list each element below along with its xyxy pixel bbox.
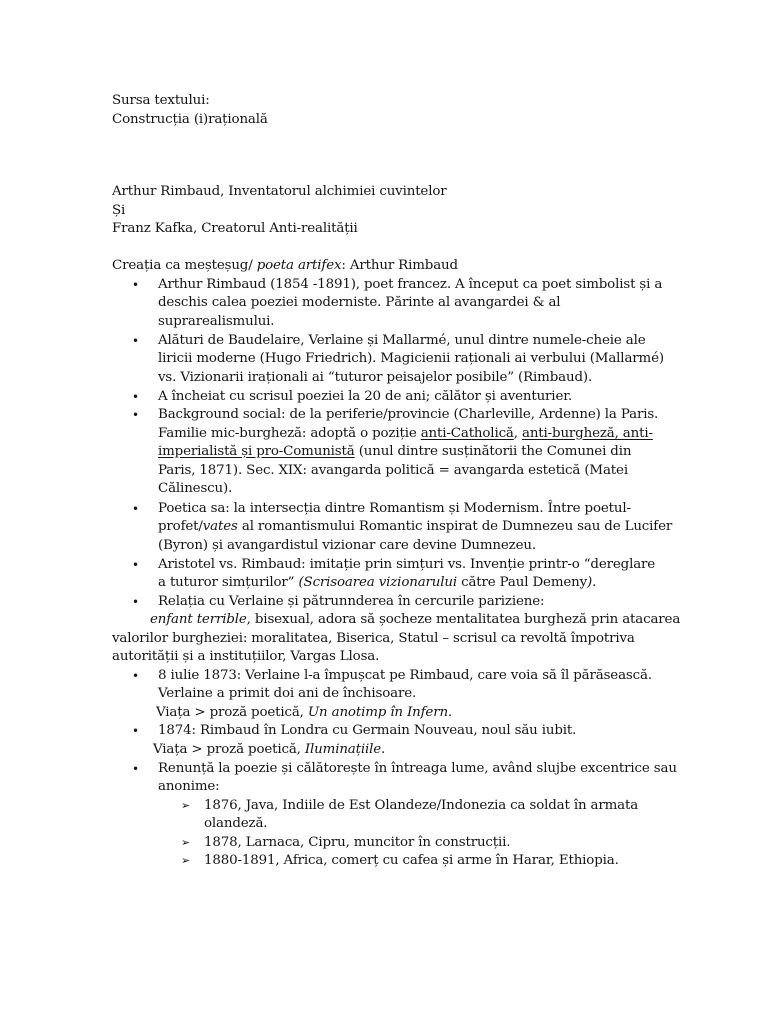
bullet-10-line-1: Renunță la poezie și călătorește în întreaga lume, având slujbe excentrice sau: [158, 761, 677, 776]
bullet-6-text-b: către Paul Demeny: [457, 575, 588, 590]
bullet-8-marker: •: [132, 669, 140, 683]
subitem-3-line-1: 1880-1891, Africa, comerț cu cafea și arme în Harar, Ethiopia.: [204, 853, 619, 868]
bullet-1-marker: •: [132, 278, 140, 292]
bullet-7-line-1: Relația cu Verlaine și pătrunnderea în cercurile pariziene:: [158, 594, 545, 609]
bullet-1-line-2: deschis calea poeziei moderniste. Părinte al avangardei & al: [158, 295, 561, 310]
bullet-5-line-1: Poetica sa: la intersecția dintre Romantism și Modernism. Între poetul-: [158, 501, 631, 516]
bullet-6-text-a: a tuturor simțurilor”: [158, 575, 299, 590]
bullet-4-line-1: Background social: de la periferie/provincie (Charleville, Ardenne) la Paris.: [158, 407, 659, 422]
bullet-7-marker: •: [132, 595, 140, 609]
title-rimbaud: Arthur Rimbaud, Inventatorul alchimiei cuvintelor: [112, 184, 447, 199]
pro-communist-term: imperialistă și pro-Comunistă: [158, 444, 355, 459]
anti-catholic-term: anti-Catholică: [420, 426, 514, 441]
section-prefix: Creația ca meșteșug/: [112, 258, 257, 273]
bullet-5-marker: •: [132, 502, 140, 516]
bullet-5-text-a: profet/: [158, 519, 203, 534]
bullet-2-line-1: Alături de Baudelaire, Verlaine și Mallarmé, unul dintre numele-cheie ale: [158, 333, 646, 348]
bullet-4-line-5: Călinescu).: [158, 481, 233, 496]
season-in-hell-title: Un anotimp în Infern: [307, 705, 448, 720]
bullet-7-line-4: autorității și a instituțiilor, Vargas Llosa.: [112, 649, 380, 664]
bullet-4-marker: •: [132, 408, 140, 422]
bullet-1-line-1: Arthur Rimbaud (1854 -1891), poet francez. A început ca poet simbolist și a: [158, 277, 663, 292]
arrow-bullet-icon: ➢: [181, 799, 191, 812]
bullet-4-text-b: (unul dintre susținătorii the Comunei din: [354, 444, 632, 459]
enfant-terrible-term: enfant terrible: [150, 612, 247, 627]
title-conjunction: Și: [112, 203, 126, 218]
bullet-2-line-3: vs. Vizionarii iraționali ai “tuturor peisajelor posibile” (Rimbaud).: [158, 370, 593, 385]
bullet-6-marker: •: [132, 558, 140, 572]
bullet-7-line-2: [150, 611, 680, 630]
illuminations-title: Iluminațiile: [304, 742, 382, 757]
bullet-1-line-3: suprarealismului.: [158, 314, 275, 329]
section-italic: poeta artifex: [256, 258, 342, 273]
bullet-4-text-a: Familie mic-burgheză: adoptă o poziție: [158, 426, 421, 441]
source-label: Sursa textului:: [112, 93, 210, 108]
bullet-10-marker: •: [132, 762, 140, 776]
source-value: Construcția (i)rațională: [112, 112, 268, 127]
bullet-9-line-2: [153, 741, 385, 760]
bullet-5-line-3: (Byron) și avangardistul vizionar care devine Dumnezeu.: [158, 538, 536, 553]
bullet-10-line-2: anonime:: [158, 779, 220, 794]
bullet-7-text-b: , bisexual, adora să șocheze mentalitatea burgheză prin atacarea: [246, 612, 681, 627]
bullet-3-line-1: A încheiat cu scrisul poeziei la 20 de ani; călător și aventurier.: [158, 389, 573, 404]
subitem-1-line-1: 1876, Java, Indiile de Est Olandeze/Indonezia ca soldat în armata: [204, 798, 639, 813]
bullet-3-marker: •: [132, 390, 140, 404]
bullet-4-comma: ,: [513, 426, 522, 441]
bullet-4-line-2: [158, 425, 653, 444]
bullet-7-line-3: valorilor burgheziei: moralitatea, Biserica, Statul – scrisul ca revoltă împotriva: [112, 631, 635, 646]
bullet-6-line-1: Aristotel vs. Rimbaud: imitație prin simțuri vs. Invenție printr-o “dereglare: [158, 557, 656, 572]
bullet-8-line-3: [156, 704, 452, 723]
bullet-8-period: .: [447, 705, 453, 720]
vates-term: vates: [202, 519, 238, 534]
bullet-9-line-1: 1874: Rimbaud în Londra cu Germain Nouveau, noul său iubit.: [158, 723, 577, 738]
bullet-5-text-b: al romantismului Romantic inspirat de Dumnezeu sau de Lucifer: [237, 519, 673, 534]
bullet-4-line-4: Paris, 1871). Sec. XIX: avangarda politică = avangarda estetică (Matei: [158, 463, 628, 478]
title-kafka: Franz Kafka, Creatorul Anti-realității: [112, 221, 358, 236]
bullet-2-line-2: liricii moderne (Hugo Friedrich). Magicienii raționali ai verbului (Mallarmé): [158, 351, 664, 366]
bullet-9-marker: •: [132, 724, 140, 738]
bullet-2-marker: •: [132, 334, 140, 348]
bullet-8-line-2: Verlaine a primit doi ani de închisoare.: [158, 686, 417, 701]
bullet-6-paren: ): [587, 575, 593, 590]
arrow-bullet-icon: ➢: [181, 854, 191, 867]
bullet-8-text-a: Viața > proză poetică,: [156, 705, 308, 720]
section-suffix: : Arthur Rimbaud: [341, 258, 458, 273]
letter-title: (Scrisoarea vizionarului: [298, 575, 458, 590]
anti-bourgeois-term: anti-burgheză, anti-: [521, 426, 653, 441]
bullet-4-line-3: [158, 443, 631, 462]
bullet-5-line-2: [158, 518, 672, 537]
subitem-1-line-2: olandeză.: [204, 816, 268, 831]
bullet-8-line-1: 8 iulie 1873: Verlaine l-a împușcat pe Rimbaud, care voia să îl părăsească.: [158, 668, 652, 683]
bullet-6-period: .: [592, 575, 597, 590]
arrow-bullet-icon: ➢: [181, 836, 191, 849]
bullet-9-text-a: Viața > proză poetică,: [153, 742, 305, 757]
subitem-2-line-1: 1878, Larnaca, Cipru, muncitor în construcții.: [204, 835, 511, 850]
section-heading: [112, 257, 458, 276]
bullet-6-line-2: [158, 574, 596, 593]
bullet-9-period: .: [381, 742, 386, 757]
